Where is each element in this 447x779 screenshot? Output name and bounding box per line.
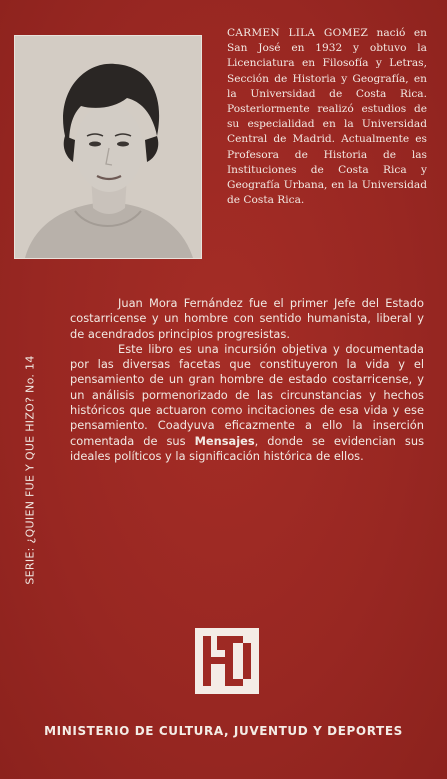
summary-p2-start: Este libro es una incursión objetiva y documentada por las diversas facetas que constituyeron la vida y el pensamiento de un gran hombre de estado costarricense, y un análisis pormenorizado de las circunstancias y hechos históricos que actuaron como incitaciones de esa vida y ese pensamiento. Coadyuva eficazmente a ello la inserción comentada de sus	[70, 341, 424, 448]
author-photo	[14, 35, 202, 259]
summary-paragraph-2	[70, 342, 424, 464]
publisher-name: MINISTERIO DE CULTURA, JUVENTUD Y DEPORTES	[44, 724, 403, 738]
author-bio	[227, 26, 427, 208]
book-summary	[70, 296, 424, 464]
author-name: CARMEN LILA GOMEZ	[227, 27, 369, 39]
summary-paragraph-1: Juan Mora Fernández fue el primer Jefe del Estado costarricense y un hombre con sentido humanista, liberal y de acendrados principios progresistas.	[70, 296, 424, 341]
publisher-logo-icon	[195, 628, 259, 694]
series-label: SERIE: ¿QUIEN FUE Y QUE HIZO? No. 14	[23, 355, 37, 585]
author-bio-text: nació en San José en 1932 y obtuvo la Licenciatura en Filosofía y Letras, Sección de Historia y Geografía, en la Universidad de Costa Rica. Posteriormente realizó estudios de su especialidad en la Universidad Central de Madrid. Actualmente es Profesora de Historia de las Instituciones de Costa Rica y Geografía Urbana, en la Universidad de Costa Rica.	[227, 27, 427, 207]
summary-p2-end: , donde se evidencian sus ideales políticos y la significación histórica de ellos.	[70, 433, 425, 463]
summary-p2-bold: Mensajes	[194, 433, 255, 448]
